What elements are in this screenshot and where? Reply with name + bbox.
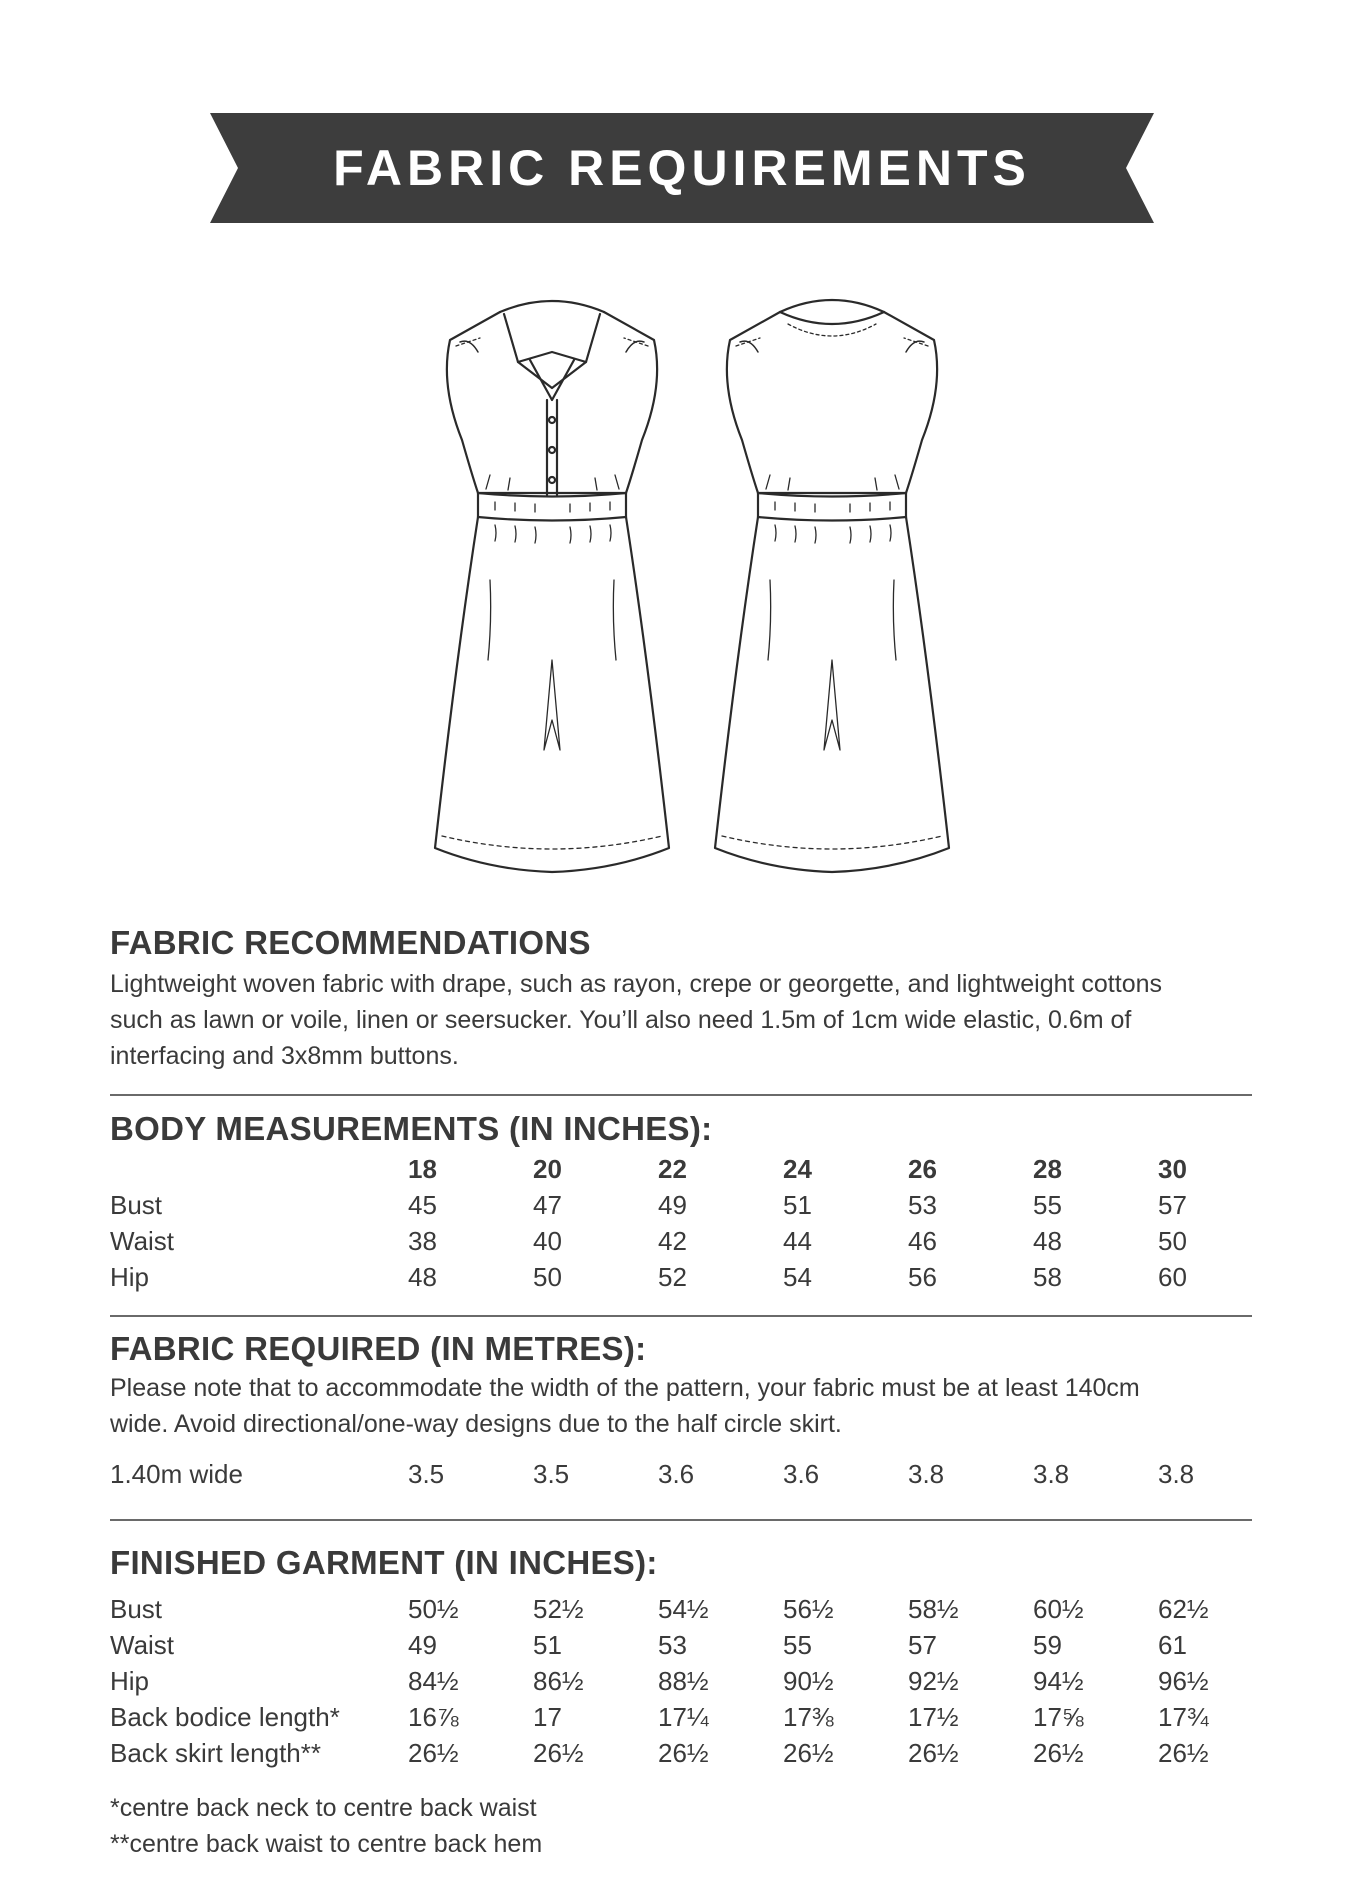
- row-label: Bust: [110, 1190, 163, 1220]
- table-cell: 60½: [1033, 1594, 1084, 1624]
- dress-back-icon: [715, 300, 949, 872]
- table-cell: 62½: [1158, 1594, 1209, 1624]
- table-cell: 53: [658, 1630, 687, 1660]
- fabric-required-title: FABRIC REQUIRED (IN METRES):: [110, 1330, 647, 1367]
- table-row: [110, 1630, 1260, 1666]
- table-cell: 84½: [408, 1666, 459, 1696]
- size-header: 30: [1158, 1154, 1187, 1184]
- table-row: [110, 1738, 1260, 1774]
- table-cell: 94½: [1033, 1666, 1084, 1696]
- table-cell: 40: [533, 1226, 562, 1256]
- section-divider: [110, 1519, 1252, 1521]
- table-cell: 51: [783, 1190, 812, 1220]
- table-cell: 17: [533, 1702, 562, 1732]
- table-cell: 92½: [908, 1666, 959, 1696]
- table-cell: 88½: [658, 1666, 709, 1696]
- table-cell: 50: [1158, 1226, 1187, 1256]
- table-cell: 60: [1158, 1262, 1187, 1292]
- table-cell: 56: [908, 1262, 937, 1292]
- table-cell: 26½: [1158, 1738, 1209, 1768]
- table-cell: 50: [533, 1262, 562, 1292]
- table-cell: 48: [408, 1262, 437, 1292]
- table-cell: 26½: [1033, 1738, 1084, 1768]
- table-cell: 61: [1158, 1630, 1187, 1660]
- page-title: FABRIC REQUIREMENTS: [333, 140, 1031, 196]
- row-label: Bust: [110, 1594, 163, 1624]
- table-cell: 38: [408, 1226, 437, 1256]
- recommendations-title: FABRIC RECOMMENDATIONS: [110, 924, 591, 961]
- table-cell: 44: [783, 1226, 812, 1256]
- table-cell: 26½: [783, 1738, 834, 1768]
- footnote: **centre back waist to centre back hem: [110, 1830, 543, 1858]
- table-cell: 53: [908, 1190, 937, 1220]
- table-cell: 55: [783, 1630, 812, 1660]
- table-cell: 16⅞: [408, 1702, 459, 1732]
- title-banner: [210, 113, 1154, 223]
- size-header: 20: [533, 1154, 562, 1184]
- table-cell: 52½: [533, 1594, 584, 1624]
- table-cell: 3.8: [1033, 1459, 1070, 1489]
- table-cell: 58½: [908, 1594, 959, 1624]
- table-row: [110, 1226, 1260, 1262]
- table-cell: 17⅜: [783, 1702, 834, 1732]
- dress-illustration: [420, 280, 960, 905]
- body-measurements-title: BODY MEASUREMENTS (IN INCHES):: [110, 1110, 713, 1147]
- fabric-required-text: [110, 1370, 1260, 1442]
- table-row: [110, 1666, 1260, 1702]
- table-cell: 17⅝: [1033, 1702, 1084, 1732]
- row-label: Back bodice length*: [110, 1702, 340, 1732]
- row-label: 1.40m wide: [110, 1459, 243, 1489]
- table-cell: 50½: [408, 1594, 459, 1624]
- table-cell: 54½: [658, 1594, 709, 1624]
- size-header: 18: [408, 1154, 437, 1184]
- table-cell: 58: [1033, 1262, 1062, 1292]
- recommendations-line: interfacing and 3x8mm buttons.: [110, 1042, 459, 1070]
- table-cell: 59: [1033, 1630, 1062, 1660]
- table-row: [110, 1459, 1260, 1495]
- table-cell: 52: [658, 1262, 687, 1292]
- table-cell: 46: [908, 1226, 937, 1256]
- table-cell: 17¾: [1158, 1702, 1209, 1732]
- size-header: 22: [658, 1154, 687, 1184]
- row-label: Back skirt length**: [110, 1738, 321, 1768]
- table-cell: 49: [408, 1630, 437, 1660]
- table-cell: 26½: [658, 1738, 709, 1768]
- footnote: *centre back neck to centre back waist: [110, 1794, 537, 1822]
- table-cell: 55: [1033, 1190, 1062, 1220]
- size-header: 26: [908, 1154, 937, 1184]
- table-cell: 3.6: [658, 1459, 695, 1489]
- table-cell: 3.5: [533, 1459, 570, 1489]
- table-row: [110, 1190, 1260, 1226]
- row-label: Waist: [110, 1630, 175, 1660]
- table-cell: 96½: [1158, 1666, 1209, 1696]
- table-cell: 56½: [783, 1594, 834, 1624]
- table-cell: 17½: [908, 1702, 959, 1732]
- size-header-row: [110, 1154, 1260, 1190]
- row-label: Hip: [110, 1666, 150, 1696]
- table-cell: 86½: [533, 1666, 584, 1696]
- table-cell: 26½: [533, 1738, 584, 1768]
- table-cell: 47: [533, 1190, 562, 1220]
- recommendations-line: such as lawn or voile, linen or seersucker. You’ll also need 1.5m of 1cm wide elastic, 0.6m of: [110, 1006, 1132, 1034]
- table-row: [110, 1262, 1260, 1298]
- table-cell: 54: [783, 1262, 812, 1292]
- table-cell: 3.8: [1158, 1459, 1195, 1489]
- table-cell: 45: [408, 1190, 437, 1220]
- row-label: Waist: [110, 1226, 175, 1256]
- table-row: [110, 1594, 1260, 1630]
- size-header: 24: [783, 1154, 812, 1184]
- table-cell: 26½: [908, 1738, 959, 1768]
- table-cell: 17¼: [658, 1702, 709, 1732]
- table-cell: 3.8: [908, 1459, 945, 1489]
- fabric-required-line: wide. Avoid directional/one-way designs due to the half circle skirt.: [110, 1410, 842, 1438]
- dress-front-icon: [435, 301, 669, 872]
- table-row: [110, 1702, 1260, 1738]
- table-cell: 3.5: [408, 1459, 445, 1489]
- recommendations-line: Lightweight woven fabric with drape, such as rayon, crepe or georgette, and lightweight cottons: [110, 970, 1163, 998]
- section-divider: [110, 1315, 1252, 1317]
- table-cell: 57: [908, 1630, 937, 1660]
- table-cell: 49: [658, 1190, 687, 1220]
- table-cell: 42: [658, 1226, 687, 1256]
- table-cell: 57: [1158, 1190, 1187, 1220]
- table-cell: 48: [1033, 1226, 1062, 1256]
- size-header: 28: [1033, 1154, 1062, 1184]
- row-label: Hip: [110, 1262, 150, 1292]
- recommendations-text: [110, 966, 1260, 1074]
- fabric-required-line: Please note that to accommodate the width of the pattern, your fabric must be at least 140cm: [110, 1374, 1140, 1402]
- table-cell: 51: [533, 1630, 562, 1660]
- section-divider: [110, 1094, 1252, 1096]
- table-cell: 3.6: [783, 1459, 820, 1489]
- finished-garment-title: FINISHED GARMENT (IN INCHES):: [110, 1544, 658, 1581]
- table-cell: 90½: [783, 1666, 834, 1696]
- table-cell: 26½: [408, 1738, 459, 1768]
